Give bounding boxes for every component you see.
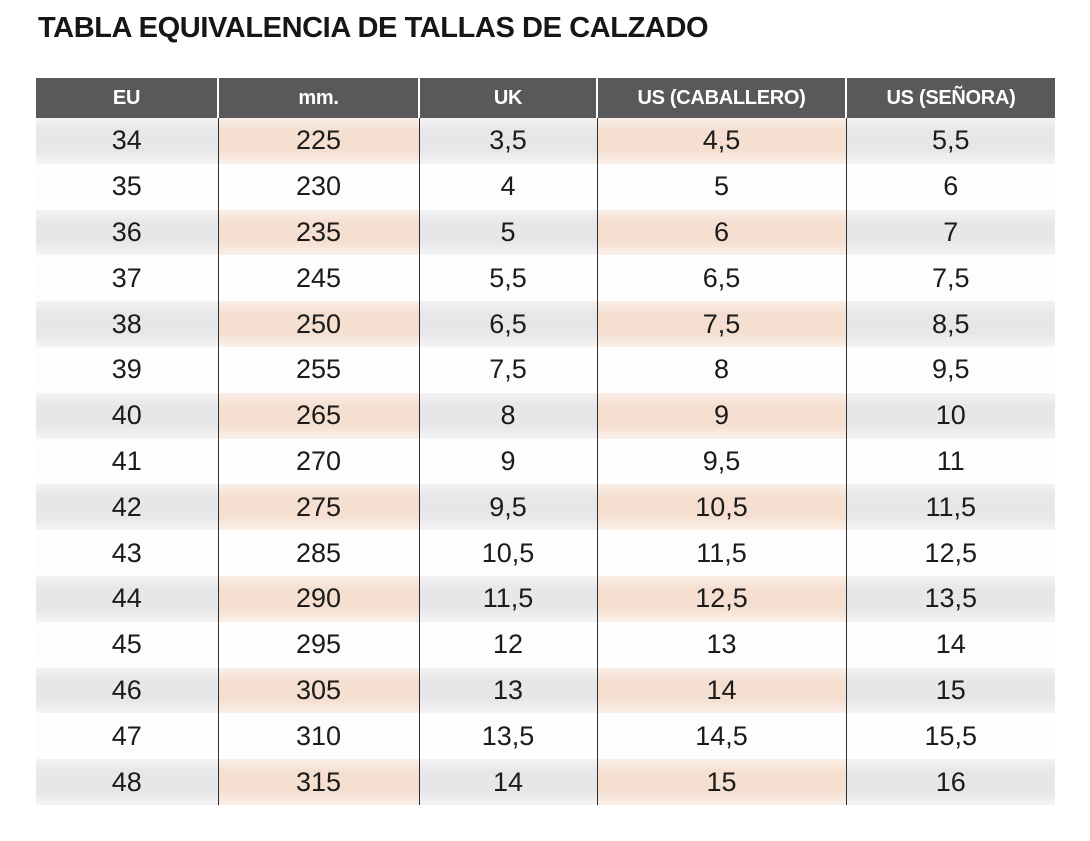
cell-us-senora: 15: [846, 668, 1055, 714]
size-equivalence-table: [36, 78, 1055, 805]
cell-us-senora: 12,5: [846, 530, 1055, 576]
cell-eu: 36: [36, 210, 218, 256]
column-header-us-caballero: US (CABALLERO): [597, 78, 846, 118]
table-row: [36, 713, 1055, 759]
cell-us-caballero: 13: [597, 622, 846, 668]
table-row: [36, 439, 1055, 485]
cell-mm: 225: [218, 118, 419, 164]
cell-eu: 42: [36, 484, 218, 530]
cell-uk: 6,5: [419, 301, 597, 347]
table-row: [36, 759, 1055, 805]
table-row: [36, 347, 1055, 393]
size-equivalence-table-container: [36, 78, 1055, 805]
cell-eu: 34: [36, 118, 218, 164]
cell-uk: 5: [419, 210, 597, 256]
cell-eu: 45: [36, 622, 218, 668]
cell-us-caballero: 15: [597, 759, 846, 805]
cell-us-caballero: 14: [597, 668, 846, 714]
cell-uk: 7,5: [419, 347, 597, 393]
table-row: [36, 530, 1055, 576]
cell-us-caballero: 6: [597, 210, 846, 256]
cell-us-caballero: 7,5: [597, 301, 846, 347]
cell-uk: 9,5: [419, 484, 597, 530]
cell-us-senora: 15,5: [846, 713, 1055, 759]
cell-eu: 43: [36, 530, 218, 576]
cell-us-senora: 10: [846, 393, 1055, 439]
cell-eu: 37: [36, 255, 218, 301]
cell-uk: 12: [419, 622, 597, 668]
table-row: [36, 484, 1055, 530]
column-header-mm: mm.: [218, 78, 419, 118]
cell-us-senora: 11: [846, 439, 1055, 485]
cell-us-caballero: 9,5: [597, 439, 846, 485]
cell-mm: 285: [218, 530, 419, 576]
cell-mm: 275: [218, 484, 419, 530]
table-row: [36, 576, 1055, 622]
cell-us-senora: 16: [846, 759, 1055, 805]
cell-mm: 270: [218, 439, 419, 485]
cell-uk: 8: [419, 393, 597, 439]
page-title: TABLA EQUIVALENCIA DE TALLAS DE CALZADO: [38, 12, 709, 44]
cell-eu: 46: [36, 668, 218, 714]
cell-us-caballero: 9: [597, 393, 846, 439]
table-row: [36, 210, 1055, 256]
cell-mm: 295: [218, 622, 419, 668]
cell-us-senora: 6: [846, 164, 1055, 210]
cell-us-senora: 13,5: [846, 576, 1055, 622]
cell-us-caballero: 8: [597, 347, 846, 393]
table-row: [36, 622, 1055, 668]
cell-uk: 13: [419, 668, 597, 714]
cell-uk: 5,5: [419, 255, 597, 301]
cell-uk: 9: [419, 439, 597, 485]
cell-us-caballero: 12,5: [597, 576, 846, 622]
cell-us-senora: 5,5: [846, 118, 1055, 164]
column-header-eu: EU: [36, 78, 218, 118]
cell-us-senora: 7: [846, 210, 1055, 256]
cell-us-senora: 9,5: [846, 347, 1055, 393]
cell-us-senora: 7,5: [846, 255, 1055, 301]
cell-eu: 39: [36, 347, 218, 393]
cell-uk: 11,5: [419, 576, 597, 622]
header-row: [36, 78, 1055, 118]
table-row: [36, 393, 1055, 439]
cell-mm: 245: [218, 255, 419, 301]
cell-mm: 265: [218, 393, 419, 439]
table-row: [36, 255, 1055, 301]
cell-eu: 35: [36, 164, 218, 210]
cell-uk: 14: [419, 759, 597, 805]
table-row: [36, 164, 1055, 210]
cell-eu: 44: [36, 576, 218, 622]
cell-us-caballero: 14,5: [597, 713, 846, 759]
cell-us-senora: 14: [846, 622, 1055, 668]
cell-mm: 250: [218, 301, 419, 347]
cell-uk: 4: [419, 164, 597, 210]
cell-mm: 290: [218, 576, 419, 622]
cell-us-senora: 11,5: [846, 484, 1055, 530]
cell-eu: 41: [36, 439, 218, 485]
cell-us-caballero: 5: [597, 164, 846, 210]
cell-eu: 48: [36, 759, 218, 805]
cell-mm: 230: [218, 164, 419, 210]
cell-mm: 310: [218, 713, 419, 759]
column-header-uk: UK: [419, 78, 597, 118]
cell-uk: 10,5: [419, 530, 597, 576]
cell-uk: 13,5: [419, 713, 597, 759]
table-row: [36, 668, 1055, 714]
cell-mm: 255: [218, 347, 419, 393]
cell-us-caballero: 4,5: [597, 118, 846, 164]
table-row: [36, 118, 1055, 164]
cell-us-senora: 8,5: [846, 301, 1055, 347]
cell-mm: 305: [218, 668, 419, 714]
table-body: [36, 118, 1055, 805]
cell-mm: 315: [218, 759, 419, 805]
cell-uk: 3,5: [419, 118, 597, 164]
cell-eu: 38: [36, 301, 218, 347]
cell-eu: 40: [36, 393, 218, 439]
cell-mm: 235: [218, 210, 419, 256]
cell-us-caballero: 6,5: [597, 255, 846, 301]
column-header-us-senora: US (SEÑORA): [846, 78, 1055, 118]
table-row: [36, 301, 1055, 347]
cell-us-caballero: 10,5: [597, 484, 846, 530]
cell-eu: 47: [36, 713, 218, 759]
cell-us-caballero: 11,5: [597, 530, 846, 576]
